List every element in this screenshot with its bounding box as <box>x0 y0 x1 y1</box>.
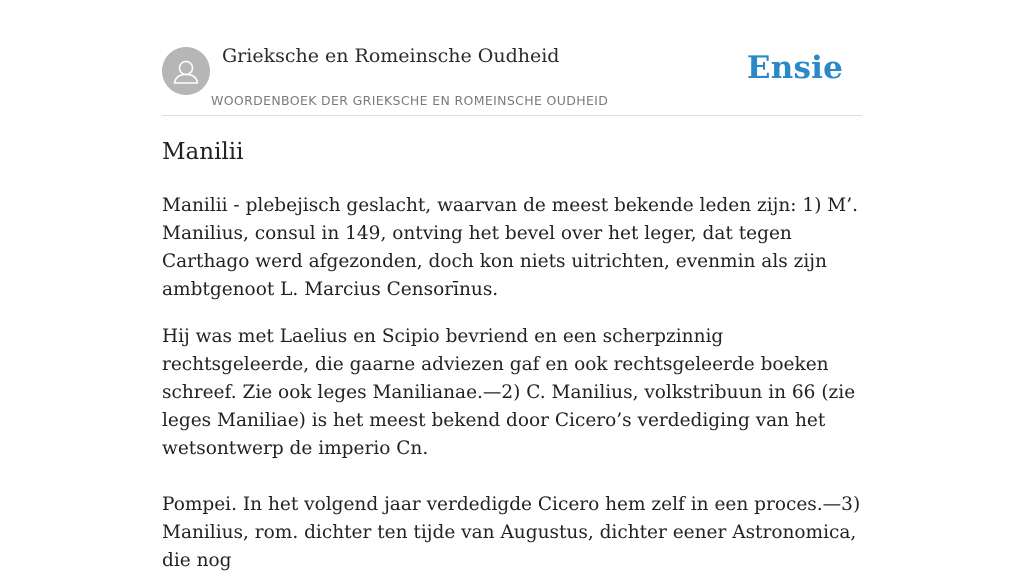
book-subtitle[interactable]: WOORDENBOEK DER GRIEKSCHE EN ROMEINSCHE OUDHEID <box>211 93 609 108</box>
entry-paragraph: Manilii - plebejisch geslacht, waarvan de meest bekende leden zijn: 1) M’. Manilius, consul in 149, ontving het bevel over het leger, dat tegen Carthago werd afgezonden, doch kon niets uitrichten, evenmin als zijn ambtgenoot L. Marcius Censorīnus. <box>162 195 858 300</box>
user-silhouette-icon <box>162 47 210 95</box>
book-title[interactable]: Grieksche en Romeinsche Oudheid <box>222 45 560 67</box>
user-avatar-icon[interactable] <box>162 47 210 95</box>
header <box>162 0 862 116</box>
ensie-logo[interactable]: Ensie <box>746 50 843 86</box>
entry-paragraph: Pompei. In het volgend jaar verdedigde Cicero hem zelf in een proces.—3) Manilius, rom. dichter ten tijde van Augustus, dichter eener Astronomica, die nog <box>162 494 861 571</box>
entry-body <box>162 192 862 575</box>
entry-paragraph: Hij was met Laelius en Scipio bevriend en een scherpzinnig rechtsgeleerde, die gaarne adviezen gaf en ook rechtsgeleerde boeken schreef. Zie ook leges Manilianae.—2) C. Manilius, volkstribuun in 66 (zie leges Maniliae) is het meest bekend door Cicero’s verdediging van het wetsontwerp de imperio Cn. <box>162 326 856 459</box>
page <box>162 0 862 571</box>
entry-title: Manilii <box>162 139 244 165</box>
